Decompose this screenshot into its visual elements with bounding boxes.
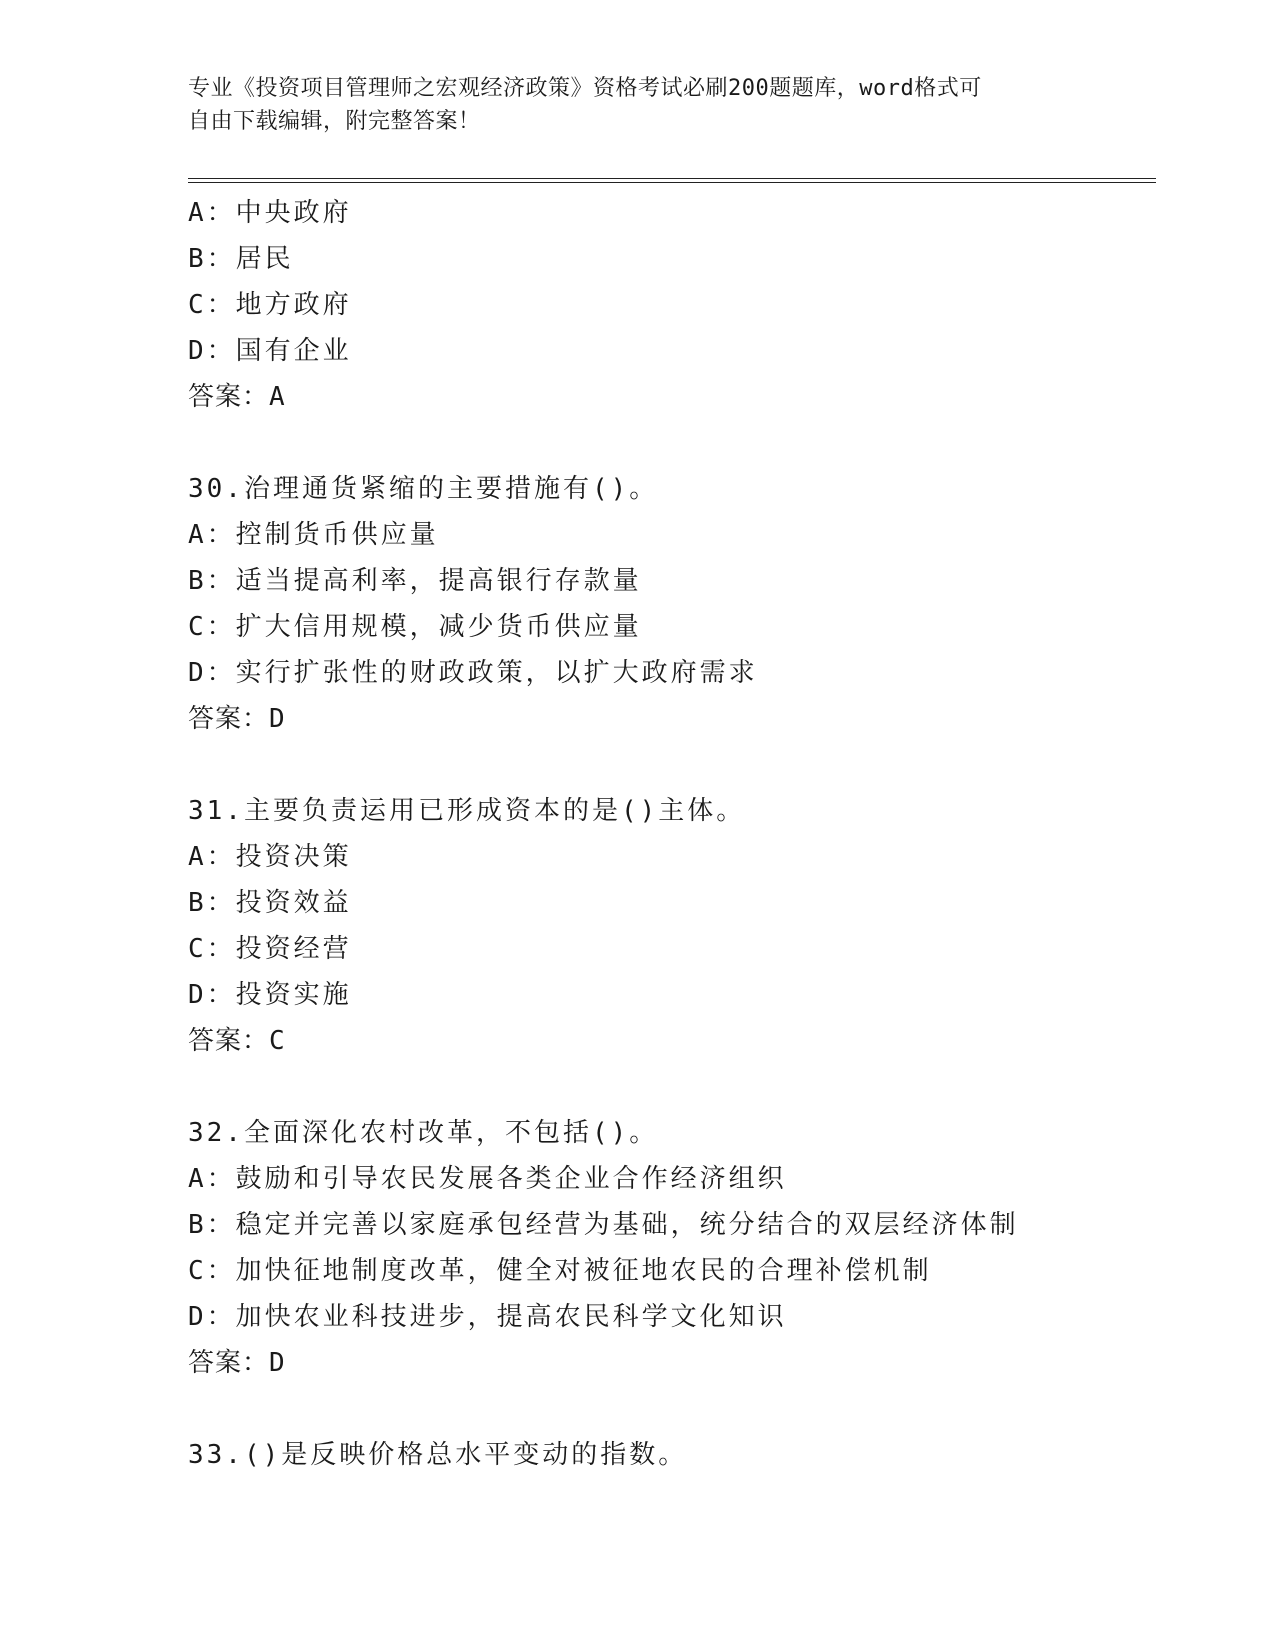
option-c: C：地方政府 (188, 290, 352, 320)
option-c: C：投资经营 (188, 934, 352, 964)
question-list (188, 190, 1148, 1478)
header-line-1: 专业《投资项目管理师之宏观经济政策》资格考试必刷200题题库，word格式可 (188, 76, 982, 101)
option-a: A：鼓励和引导农民发展各类企业合作经济组织 (188, 1164, 787, 1194)
option-a: A：控制货币供应量 (188, 520, 439, 550)
option-b: B：居民 (188, 244, 294, 274)
option-d: D：国有企业 (188, 336, 352, 366)
answer-line: 答案：D (188, 704, 286, 734)
option-c: C：加快征地制度改革，健全对被征地农民的合理补偿机制 (188, 1256, 932, 1286)
question-stem: 32.全面深化农村改革，不包括()。 (188, 1118, 659, 1148)
document-header (188, 72, 1088, 138)
option-b: B：稳定并完善以家庭承包经营为基础，统分结合的双层经济体制 (188, 1210, 1019, 1240)
header-divider-top (188, 178, 1156, 179)
header-divider-bottom (188, 182, 1156, 183)
question-block (188, 466, 1148, 742)
question-block (188, 788, 1148, 1064)
option-d: D：投资实施 (188, 980, 352, 1010)
question-block (188, 190, 1148, 420)
option-d: D：加快农业科技进步，提高农民科学文化知识 (188, 1302, 787, 1332)
question-stem: 33.()是反映价格总水平变动的指数。 (188, 1440, 688, 1470)
option-a: A：中央政府 (188, 198, 352, 228)
option-b: B：投资效益 (188, 888, 352, 918)
header-line-2: 自由下载编辑，附完整答案！ (188, 109, 481, 134)
question-stem: 31.主要负责运用已形成资本的是()主体。 (188, 796, 746, 826)
answer-line: 答案：D (188, 1348, 286, 1378)
question-stem: 30.治理通货紧缩的主要措施有()。 (188, 474, 659, 504)
answer-line: 答案：C (188, 1026, 286, 1056)
option-c: C：扩大信用规模，减少货币供应量 (188, 612, 642, 642)
option-a: A：投资决策 (188, 842, 352, 872)
answer-line: 答案：A (188, 382, 286, 412)
question-block (188, 1110, 1148, 1386)
question-block (188, 1432, 1148, 1478)
option-d: D：实行扩张性的财政政策，以扩大政府需求 (188, 658, 758, 688)
option-b: B：适当提高利率，提高银行存款量 (188, 566, 642, 596)
